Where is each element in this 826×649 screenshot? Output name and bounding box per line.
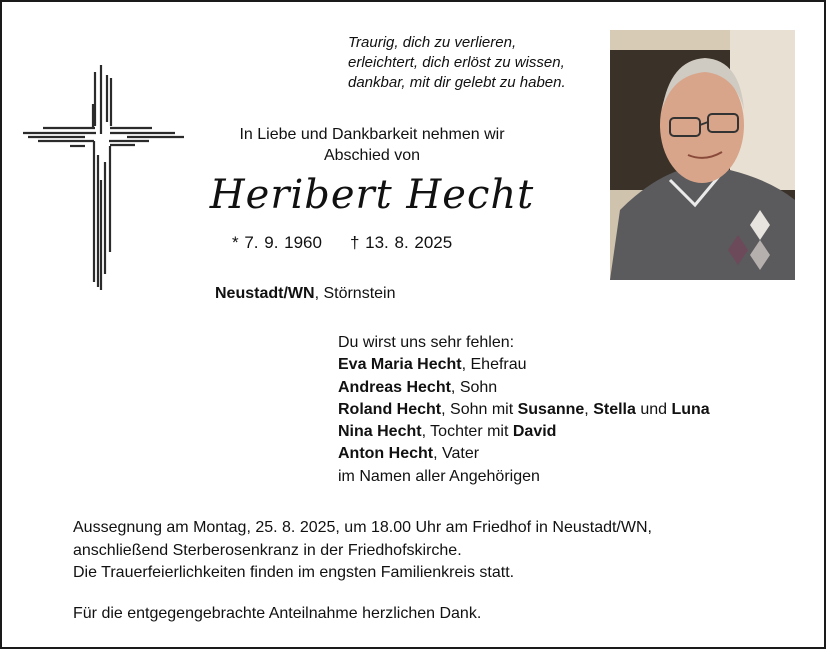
mourner-relation: , Ehefrau — [461, 356, 527, 374]
mourners-footer: im Namen aller Angehörigen — [338, 467, 540, 485]
mourner-row — [338, 377, 710, 399]
mourner-row — [338, 399, 710, 421]
poem-line: erleichtert, dich erlöst zu wissen, — [348, 54, 565, 71]
mourner-relation: , Sohn — [450, 378, 498, 396]
portrait-illustration — [610, 30, 795, 280]
mourner-name: Eva Maria Hecht — [338, 356, 462, 374]
partner-name: David — [512, 423, 557, 441]
poem — [348, 33, 566, 93]
intro-line-1: In Liebe und Dankbarkeit nehmen wir — [239, 126, 505, 143]
intro-line-2: Abschied von — [323, 147, 421, 164]
mourner-relation: , Sohn mit — [441, 400, 518, 418]
mourner-name: Anton Hecht — [338, 445, 434, 463]
residence — [215, 285, 396, 303]
deceased-name: Heribert Hecht — [209, 172, 535, 218]
mourners-list — [338, 332, 710, 488]
separator: und — [635, 400, 672, 418]
mourner-name: Andreas Hecht — [338, 378, 451, 396]
mourner-row — [338, 354, 710, 376]
mourner-relation: , Vater — [433, 445, 480, 463]
residence-city: Neustadt/WN — [215, 285, 315, 302]
grandchild-name: Stella — [593, 400, 636, 418]
life-dates — [232, 233, 452, 253]
thanks-text: Für die entgegengebrachte Anteilnahme herzlichen Dank. — [73, 605, 482, 622]
grandchild-name: Susanne — [517, 400, 585, 418]
portrait-photo — [610, 30, 795, 280]
mourner-row — [338, 421, 710, 443]
death-date: † 13. 8. 2025 — [349, 233, 453, 252]
birth-date: * 7. 9. 1960 — [232, 233, 322, 252]
service-line-1: Aussegnung am Montag, 25. 8. 2025, um 18.00 Uhr am Friedhof in Neustadt/WN, — [73, 519, 652, 536]
separator: , — [584, 400, 594, 418]
poem-line: Traurig, dich zu verlieren, — [348, 34, 517, 51]
mourners-heading: Du wirst uns sehr fehlen: — [338, 334, 515, 351]
service-line-3: Die Trauerfeierlichkeiten finden im engsten Familienkreis statt. — [73, 564, 515, 581]
intro-text — [202, 124, 542, 166]
mourner-row — [338, 443, 710, 465]
mourner-name: Roland Hecht — [338, 400, 442, 418]
cross-icon — [22, 62, 187, 294]
service-line-2: anschließend Sterberosenkranz in der Friedhofskirche. — [73, 541, 462, 559]
residence-district: , Störnstein — [314, 285, 396, 302]
grandchild-name: Luna — [671, 400, 710, 418]
mourner-relation: , Tochter mit — [421, 423, 513, 441]
mourner-name: Nina Hecht — [338, 423, 422, 441]
poem-line: dankbar, mit dir gelebt zu haben. — [348, 74, 566, 91]
service-info — [73, 517, 652, 585]
